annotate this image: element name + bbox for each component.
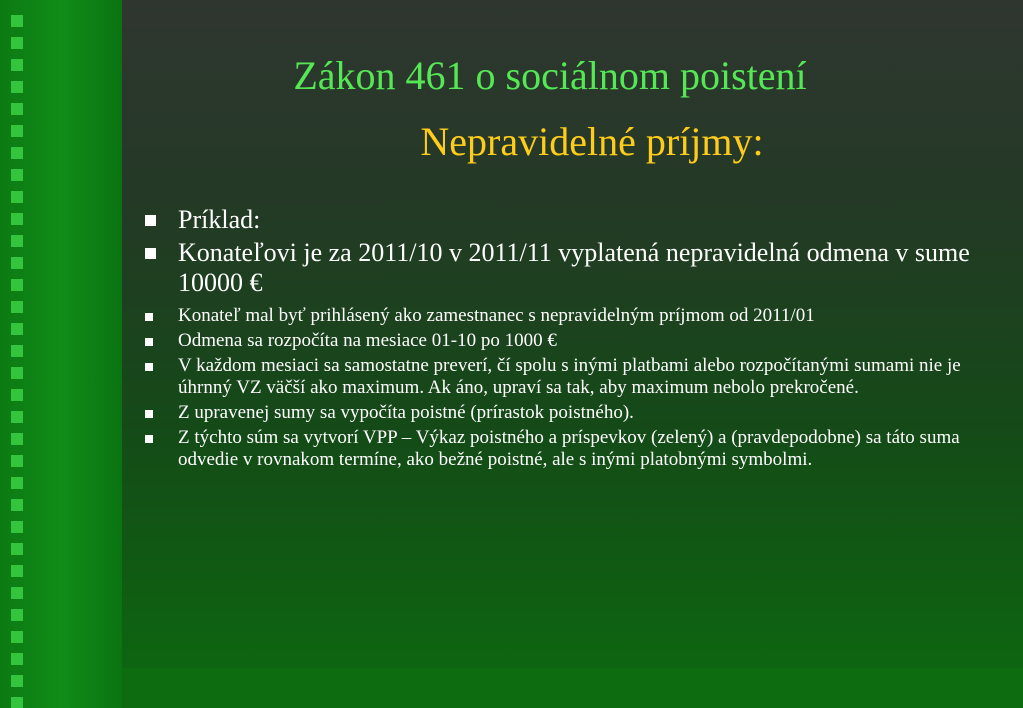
decorative-square	[11, 455, 23, 467]
slide-title: Zákon 461 o sociálnom poistení	[293, 53, 807, 98]
decorative-square	[11, 653, 23, 665]
decorative-square	[11, 147, 23, 159]
decorative-square	[11, 631, 23, 643]
decorative-square	[11, 301, 23, 313]
sub-bullet-text: Odmena sa rozpočíta na mesiace 01-10 po 1000 €	[178, 330, 557, 351]
bullet-text: Príklad:	[178, 205, 261, 234]
sub-bullet-text: Konateľ mal byť prihlásený ako zamestnanec s nepravidelným príjmom od 2011/01	[178, 305, 815, 326]
decorative-square	[11, 169, 23, 181]
bullet-item	[145, 205, 995, 235]
square-bullet-icon	[145, 363, 153, 371]
square-bullet-icon	[145, 410, 153, 418]
sub-bullet-text: Z upravenej sumy sa vypočíta poistné (prírastok poistného).	[178, 402, 634, 423]
decorative-square	[11, 477, 23, 489]
bullet-item	[145, 238, 995, 298]
decorative-square	[11, 81, 23, 93]
decorative-square	[11, 15, 23, 27]
sub-bullet-text: V každom mesiaci sa samostatne preverí, čí spolu s inými platbami alebo rozpočítanými sumami nie je úhrnný VZ väčší ako maximum. Ak áno, upraví sa tak, aby maximum nebolo prekročené.	[178, 355, 961, 398]
sub-bullet-text: Z týchto súm sa vytvorí VPP – Výkaz poistného a príspevkov (zelený) a (pravdepodobne) sa táto suma odvedie v rovnakom termíne, ako bežné poistné, ale s inými platobnými symbolmi.	[178, 427, 960, 470]
decorative-square-column	[11, 0, 23, 708]
decorative-square	[11, 697, 23, 708]
decorative-square	[11, 323, 23, 335]
square-bullet-icon	[145, 313, 153, 321]
square-bullet-icon	[145, 248, 156, 259]
decorative-square	[11, 521, 23, 533]
decorative-square	[11, 257, 23, 269]
square-bullet-icon	[145, 338, 153, 346]
square-bullet-icon	[145, 435, 153, 443]
decorative-square	[11, 543, 23, 555]
decorative-square	[11, 103, 23, 115]
sub-bullet-item	[145, 355, 995, 399]
decorative-square	[11, 609, 23, 621]
square-bullet-icon	[145, 215, 156, 226]
decorative-square	[11, 279, 23, 291]
sub-bullet-item	[145, 427, 995, 471]
decorative-square	[11, 125, 23, 137]
sub-bullet-item	[145, 305, 995, 327]
decorative-square	[11, 411, 23, 423]
bullet-text: Konateľovi je za 2011/10 v 2011/11 vyplatená nepravidelná odmena v sume 10000 €	[178, 238, 970, 297]
bullet-list	[145, 205, 995, 474]
decorative-square	[11, 389, 23, 401]
decorative-square	[11, 433, 23, 445]
decorative-square	[11, 59, 23, 71]
decorative-square	[11, 191, 23, 203]
decorative-square	[11, 565, 23, 577]
decorative-square	[11, 499, 23, 511]
decorative-square	[11, 675, 23, 687]
decorative-square	[11, 345, 23, 357]
decorative-square	[11, 235, 23, 247]
decorative-square	[11, 213, 23, 225]
decorative-square	[11, 587, 23, 599]
sub-bullet-item	[145, 330, 995, 352]
decorative-square	[11, 37, 23, 49]
decorative-sidebar	[0, 0, 122, 708]
sub-bullet-item	[145, 402, 995, 424]
slide-subtitle: Nepravidelné príjmy:	[420, 119, 764, 164]
decorative-square	[11, 367, 23, 379]
bottom-band	[122, 668, 1023, 708]
